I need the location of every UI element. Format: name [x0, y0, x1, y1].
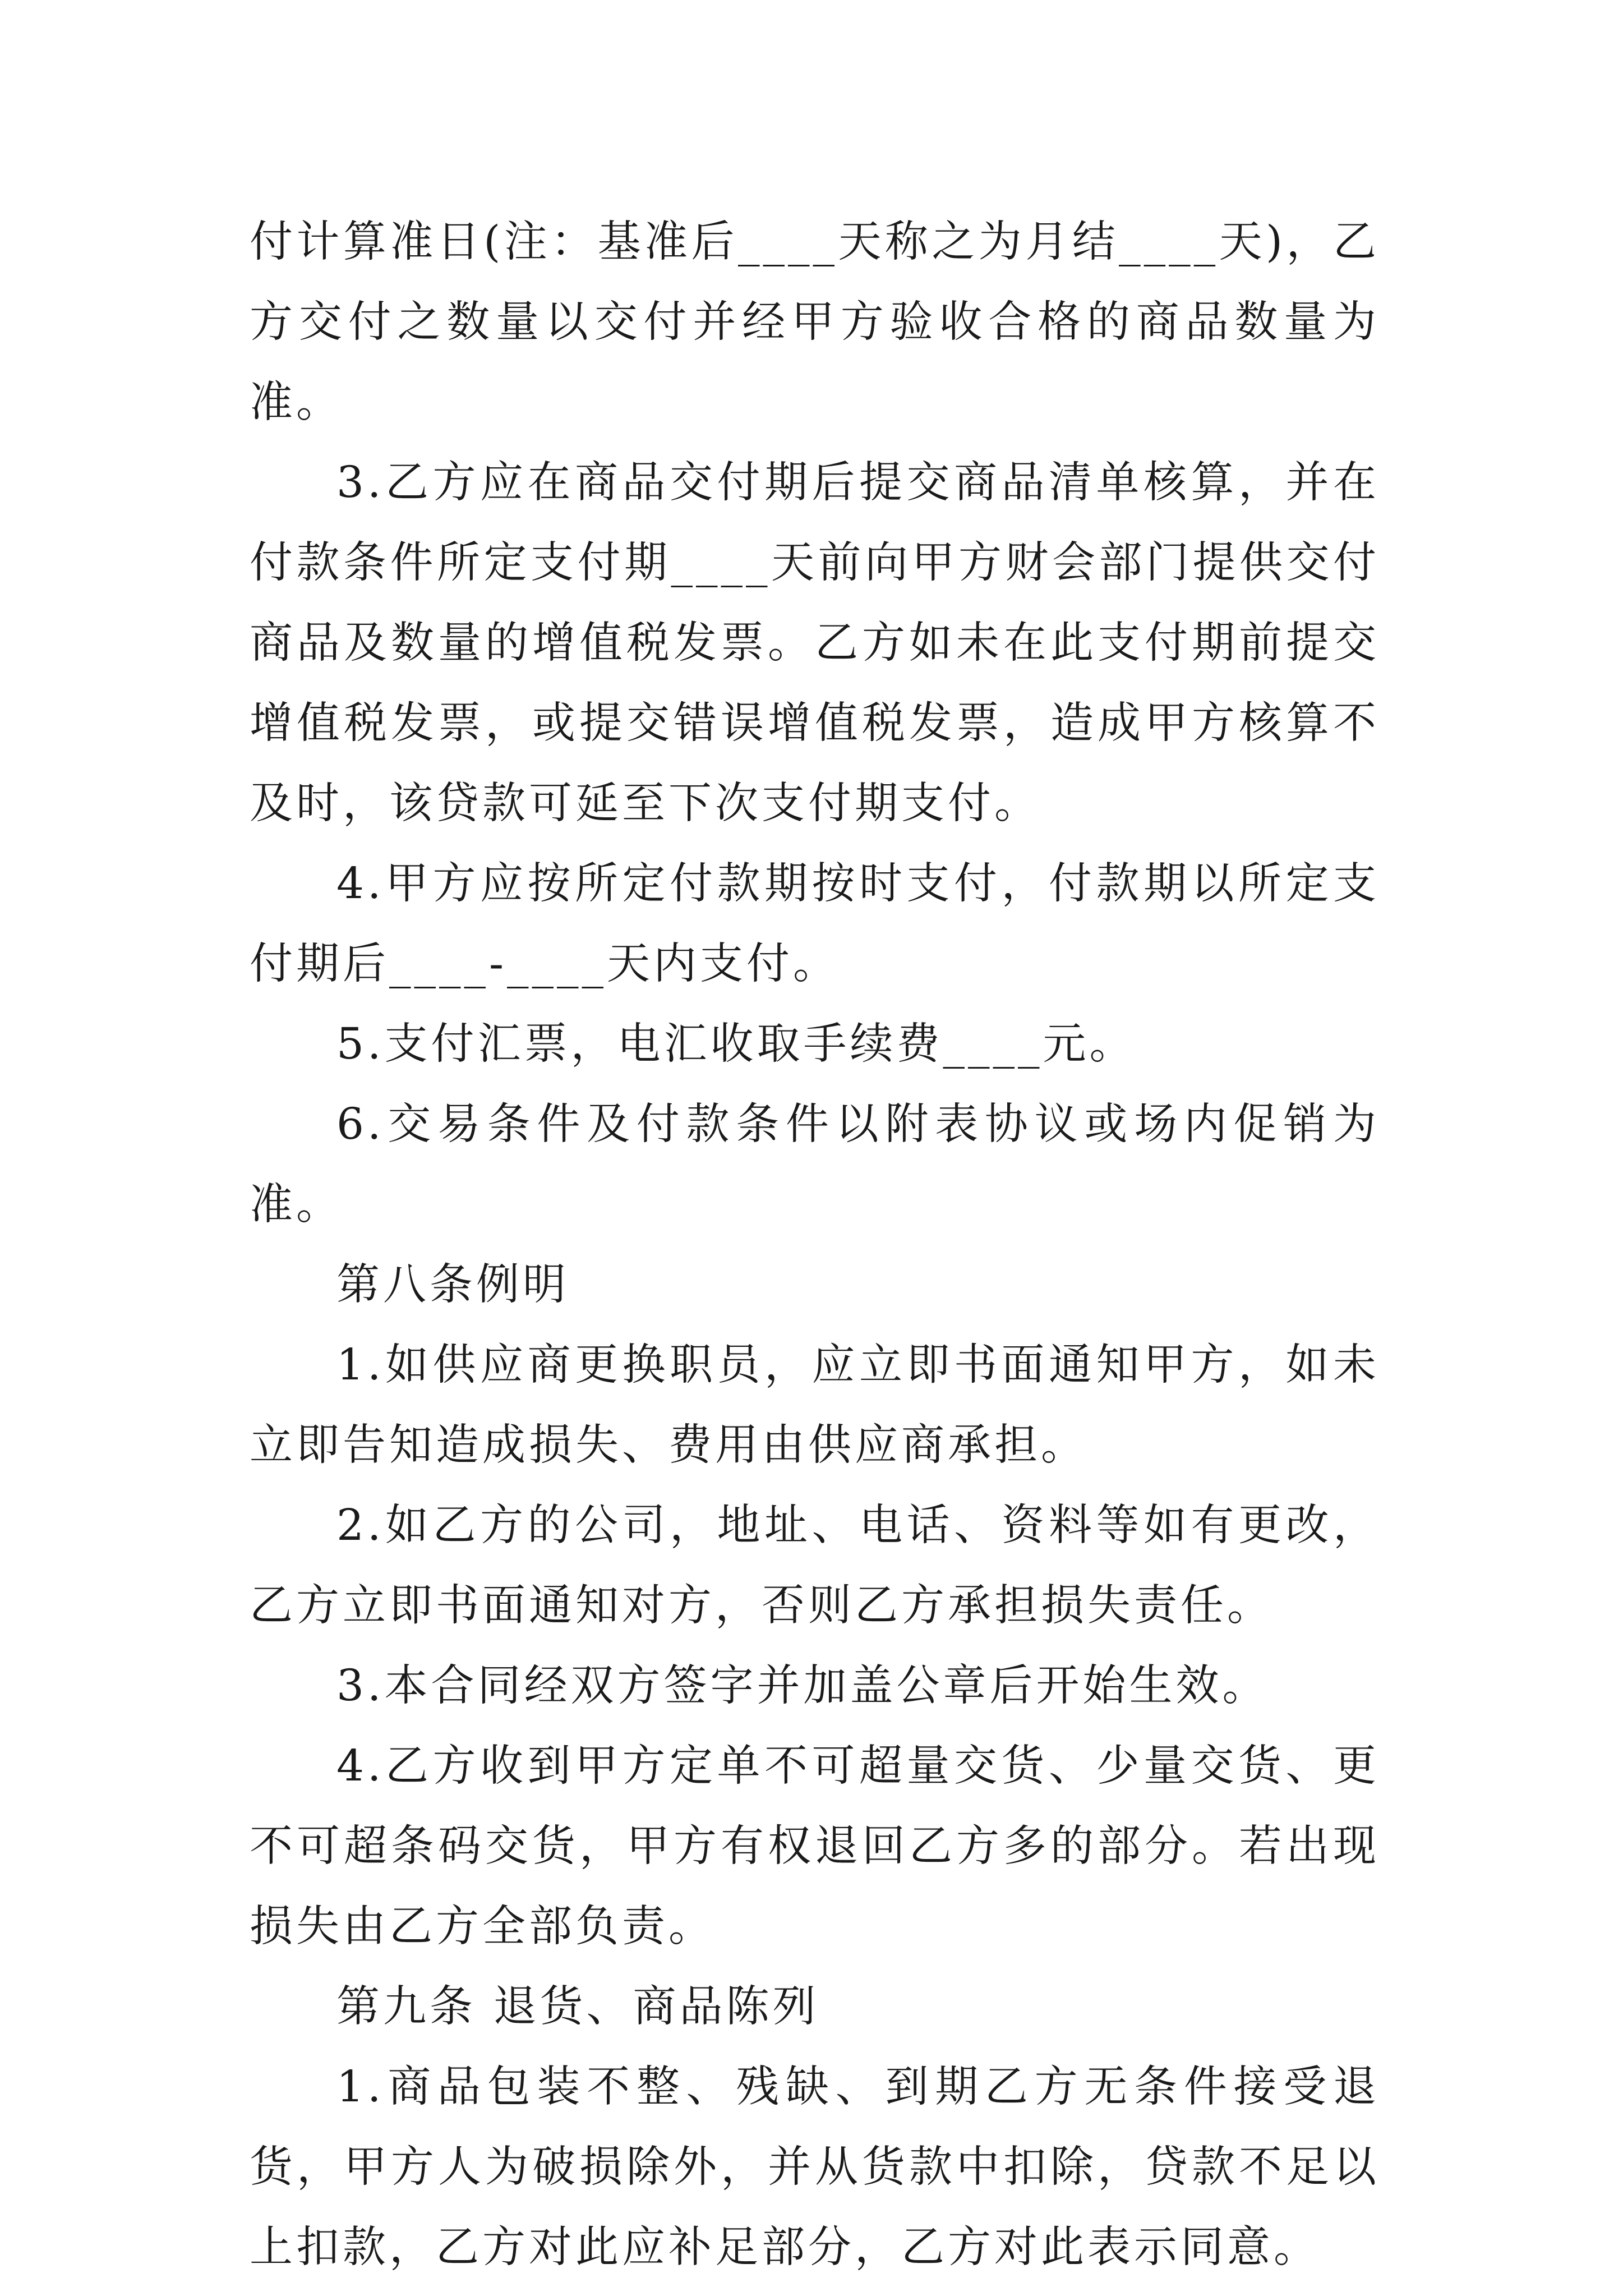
paragraph-article-8-item-1: 1.如供应商更换职员，应立即书面通知甲方，如未立即告知造成损失、费用由供应商承担。	[250, 1340, 1380, 1470]
paragraph-article-9-item-1: 1.商品包装不整、残缺、到期乙方无条件接受退货，甲方人为破损除外，并从货款中扣除，贷款不足以上扣款，乙方对此应补足部分，乙方对此表示同意。	[250, 2062, 1380, 2272]
paragraph-article-8-item-3: 3.本合同经双方签字并加盖公章后开始生效。	[336, 1661, 1269, 1711]
paragraph-clause-5: 5.支付汇票，电汇收取手续费____元。	[336, 1019, 1136, 1069]
paragraph-article-8-item-2: 2.如乙方的公司，地址、电话、资料等如有更改，乙方立即书面通知对方，否则乙方承担损失责任。	[250, 1501, 1380, 1631]
paragraph-article-8-item-4: 4.乙方收到甲方定单不可超量交货、少量交货、更不可超条码交货，甲方有权退回乙方多的部分。若出现损失由乙方全部负责。	[250, 1741, 1380, 1952]
paragraph-clause-4: 4.甲方应按所定付款期按时支付，付款期以所定支付期后____-____天内支付。	[250, 859, 1380, 989]
section-heading-article-8: 第八条例明	[336, 1260, 569, 1310]
document-body	[250, 202, 1380, 2288]
paragraph-clause-6: 6.交易条件及付款条件以附表协议或场内促销为准。	[250, 1099, 1380, 1230]
paragraph-clause-3: 3.乙方应在商品交付期后提交商品清单核算，并在付款条件所定支付期____天前向甲方财会部门提供交付商品及数量的增值税发票。乙方如未在此支付期前提交增值税发票，或提交错误增值税发票，造成甲方核算不及时，该贷款可延至下次支付期支付。	[250, 458, 1380, 829]
paragraph-continued: 付计算准日(注：基准后____天称之为月结____天)，乙方交付之数量以交付并经甲方验收合格的商品数量为准。	[250, 217, 1380, 427]
section-heading-article-9: 第九条 退货、商品陈列	[336, 1982, 819, 2032]
